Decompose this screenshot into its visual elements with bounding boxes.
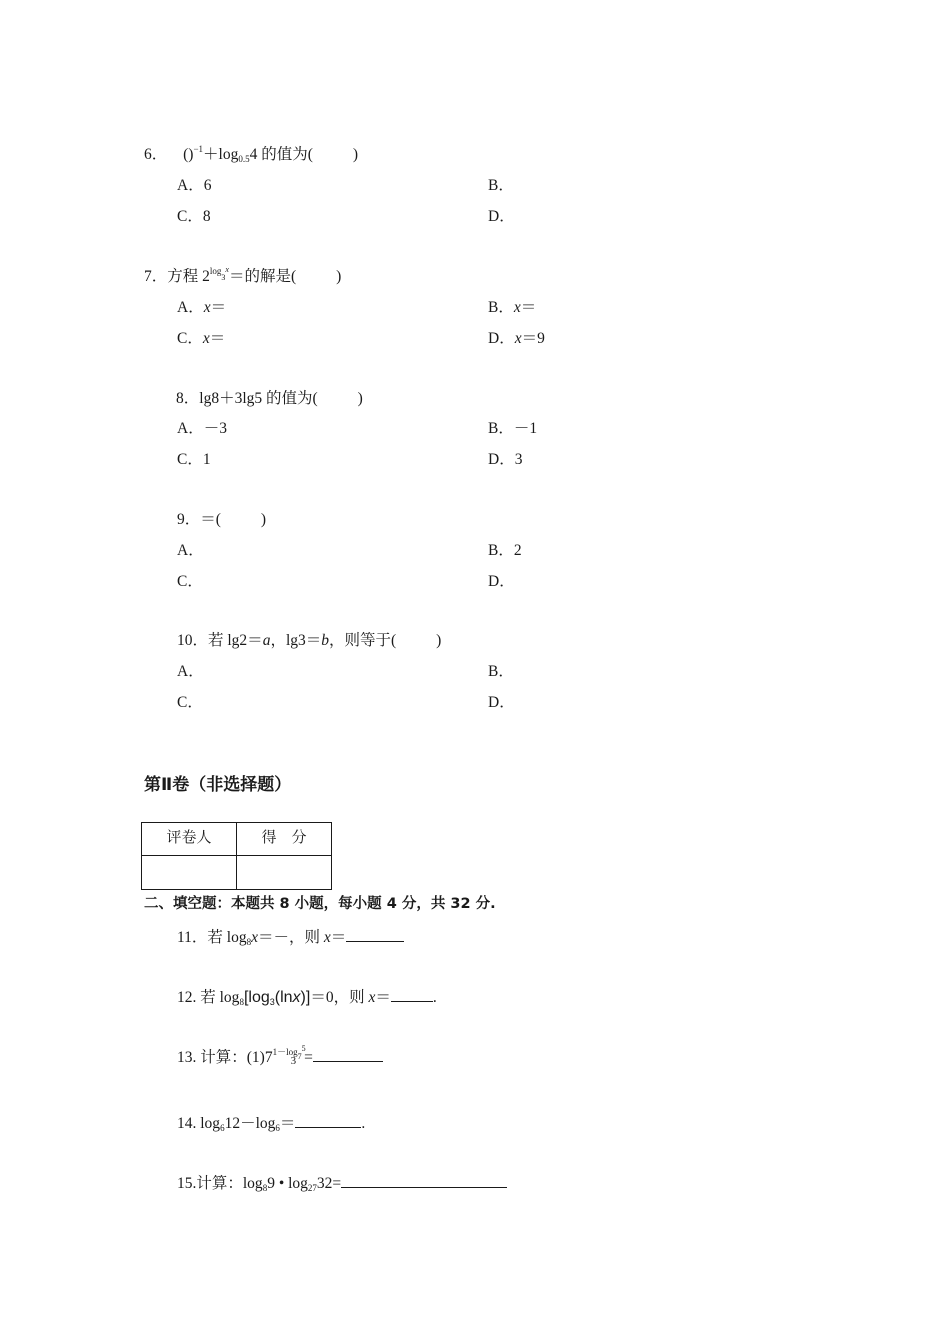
stem-text: ，则等于( <box>329 632 397 649</box>
log-base: 8 <box>239 997 244 1007</box>
option-b: B．－1 <box>488 420 538 437</box>
option-d: D． <box>488 208 515 225</box>
stem-text: () <box>183 146 194 163</box>
option-a: A．x＝ <box>177 299 227 316</box>
question-7-stem <box>144 267 341 289</box>
answer-blank <box>346 927 404 942</box>
option-a: A． <box>177 663 204 680</box>
answer-paren: ) <box>260 511 267 528</box>
score-cell <box>237 856 332 890</box>
stem-text: (ln <box>274 989 293 1006</box>
log-base: 8 <box>262 1183 268 1193</box>
stem-text: 9 • log <box>267 1175 308 1192</box>
stem-text: 15.计算：log <box>177 1175 263 1192</box>
reviewer-cell <box>142 856 237 890</box>
question-11 <box>177 927 404 949</box>
option-a: A．－3 <box>177 420 227 437</box>
option-a: A． <box>177 542 204 559</box>
answer-blank <box>341 1173 507 1188</box>
question-number: 8． <box>176 390 200 407</box>
stem-text: 11．若 log <box>177 929 247 946</box>
variable-x: x <box>251 929 258 946</box>
exponent: −1 <box>193 144 204 154</box>
exponent: 5 <box>301 1044 306 1053</box>
variable-b: b <box>321 632 329 649</box>
log-base: 0.5 <box>238 154 250 164</box>
option-c: C．8 <box>177 208 211 225</box>
stem-text: . <box>432 989 437 1006</box>
stem-text: ＝的解是( <box>228 268 297 285</box>
question-6-stem <box>144 145 358 166</box>
stem-text: [log <box>243 989 270 1006</box>
option-b: B．2 <box>488 542 522 559</box>
reviewer-header: 评卷人 <box>142 823 237 856</box>
variable-x: x <box>292 989 301 1006</box>
stem-text: ＝ <box>330 929 347 946</box>
stem-text: 32= <box>316 1175 342 1192</box>
part-2-heading: 第Ⅱ卷（非选择题） <box>144 775 292 795</box>
option-d: D． <box>488 694 515 711</box>
answer-blank <box>313 1047 383 1062</box>
variable-x: x <box>323 929 331 946</box>
variable-x: x <box>368 989 376 1006</box>
question-9-stem <box>177 510 266 530</box>
option-b: B． <box>488 663 514 680</box>
answer-paren: ) <box>357 390 363 407</box>
stem-text: ，lg3＝ <box>270 632 322 649</box>
question-number: 6． <box>144 146 168 163</box>
question-number: 7． <box>144 268 168 285</box>
answer-paren: ) <box>336 268 342 285</box>
log-base: 8 <box>246 937 252 947</box>
option-c: C． <box>177 573 203 590</box>
log-base: 6 <box>275 1123 280 1133</box>
stem-text: 12. 若 log <box>177 989 240 1006</box>
log-base: 3 <box>221 273 226 282</box>
log-base: 27 <box>307 1183 317 1193</box>
option-c: C． <box>177 694 203 711</box>
stem-text: = <box>304 1049 313 1066</box>
question-10-stem <box>177 631 441 651</box>
stem-text: 9．＝( <box>177 511 221 528</box>
score-header: 得 分 <box>237 823 332 856</box>
exponent: log <box>209 266 222 276</box>
answer-blank <box>295 1113 361 1128</box>
option-c: C．1 <box>177 451 211 468</box>
stem-text: ＝－，则 <box>258 929 324 946</box>
question-15 <box>177 1173 507 1195</box>
stem-text: . <box>361 1115 366 1132</box>
question-14 <box>177 1113 365 1135</box>
option-d: D．x＝9 <box>488 330 545 347</box>
option-d: D． <box>488 573 515 590</box>
score-table <box>141 822 332 890</box>
exponent: 3 <box>290 1055 297 1067</box>
exponent-var: x <box>225 265 229 274</box>
option-b: B．x＝ <box>488 299 537 316</box>
option-c: C．x＝ <box>177 330 226 347</box>
stem-text: 方程 2 <box>167 268 210 285</box>
variable-a: a <box>262 632 271 649</box>
option-a: A．6 <box>177 177 212 194</box>
stem-text: 10．若 lg2＝ <box>177 632 263 649</box>
question-12 <box>177 987 437 1009</box>
stem-text: ＋log <box>203 146 239 163</box>
stem-text: ＝ <box>375 989 391 1006</box>
stem-text: 12－log <box>224 1115 276 1132</box>
log-base: 6 <box>220 1123 225 1133</box>
stem-text: 13. 计算：(1)7 <box>177 1049 273 1066</box>
answer-paren: ) <box>352 146 359 163</box>
log-base: 3 <box>269 997 275 1007</box>
stem-text: )] <box>300 989 311 1006</box>
answer-blank <box>391 987 433 1002</box>
question-8-stem <box>176 389 363 409</box>
stem-text: ＝ <box>279 1115 296 1132</box>
exponent: 1－log <box>272 1047 298 1057</box>
log-base: 7 <box>297 1052 302 1061</box>
stem-text: 14. log <box>177 1115 221 1132</box>
answer-paren: ) <box>436 632 442 649</box>
option-d: D．3 <box>488 451 523 468</box>
stem-text: lg8＋3lg5 的值为( <box>199 390 318 407</box>
stem-text: ＝0，则 <box>310 989 369 1006</box>
stem-text: 4 的值为( <box>249 146 313 163</box>
section-heading: 二、填空题：本题共 8 小题，每小题 4 分，共 32 分. <box>144 896 496 912</box>
option-b: B． <box>488 177 514 194</box>
question-13 <box>177 1044 383 1070</box>
